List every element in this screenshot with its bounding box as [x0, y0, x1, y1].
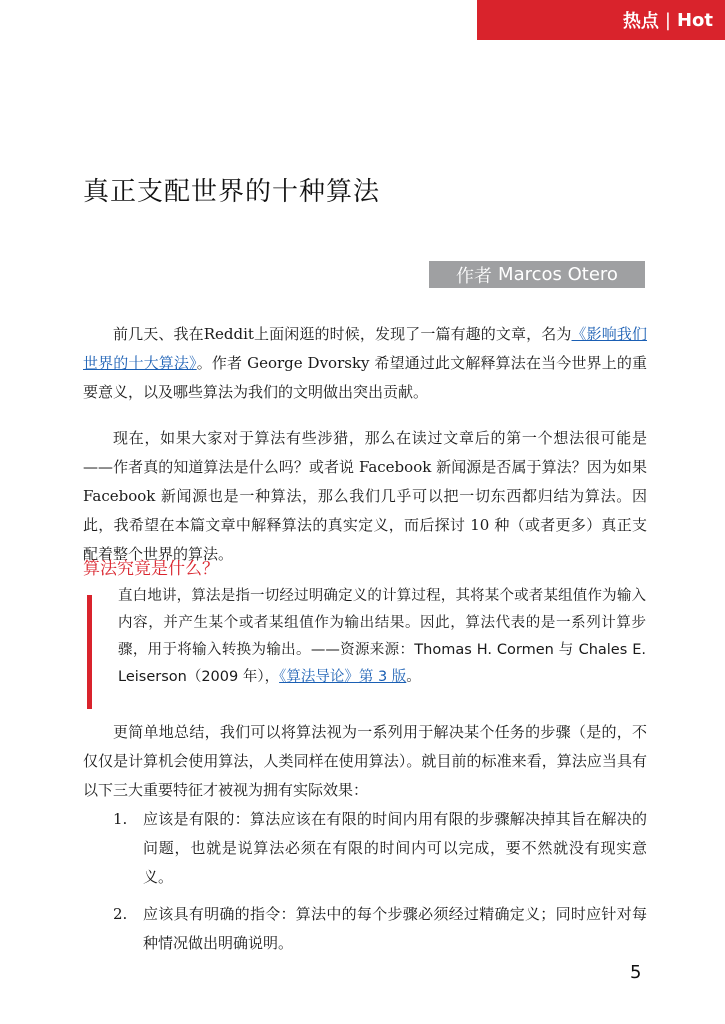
quote-bar	[87, 595, 92, 709]
article-link[interactable]: 《影响我们世界的十大算法》	[83, 325, 647, 372]
page-number: 5	[630, 962, 642, 983]
section-tab	[477, 0, 725, 40]
quote-end: 。	[406, 669, 421, 685]
section-heading: 算法究竟是什么？	[83, 559, 219, 579]
list-item-text: 应该是有限的：算法应该在有限的时间内用有限的步骤解决掉其旨在解决的问题，也就是说算法必须在有限的时间内可以完成，要不然就没有现实意义。	[143, 810, 647, 886]
intro-text-before: 前几天、我在Reddit上面闲逛的时候，发现了一篇有趣的文章，名为	[113, 325, 572, 343]
list-item	[113, 805, 647, 892]
author-label: 作者	[456, 265, 493, 287]
second-paragraph: 现在，如果大家对于算法有些涉猎，那么在读过文章后的第一个想法很可能是——作者真的知道算法是什么吗？或者说 Facebook 新闻源是否属于算法？因为如果 Facebook 新闻源也是一种算法，那么我们几乎可以把一切东西都归结为算法。因此，我希望在本篇文章中解释算法的真实定义，而后探讨 10 种（或者更多）真正支配着整个世界的算法。	[83, 429, 647, 563]
definition-quote	[118, 583, 646, 691]
intro-text-after: 。作者 George Dvorsky 希望通过此文解释算法在当今世界上的重要意义，以及哪些算法为我们的文明做出突出贡献。	[83, 354, 647, 401]
section-separator: |	[664, 9, 671, 31]
author-name: Marcos Otero	[498, 264, 618, 285]
book-link[interactable]: 《算法导论》第 3 版	[279, 669, 407, 685]
summary-paragraph: 更简单地总结，我们可以将算法视为一系列用于解决某个任务的步骤（是的，不仅仅是计算机会使用算法，人类同样在使用算法）。就目前的标准来看，算法应当具有以下三大重要特征才被视为拥有实际效果：	[83, 723, 647, 799]
intro-paragraph	[83, 320, 647, 407]
list-item-text: 应该具有明确的指令：算法中的每个步骤必须经过精确定义；同时应针对每种情况做出明确说明。	[143, 905, 647, 952]
article-title: 真正支配世界的十种算法	[83, 177, 381, 207]
list-item-number: 2.	[113, 905, 128, 923]
features-list	[113, 805, 647, 966]
quote-text: 直白地讲，算法是指一切经过明确定义的计算过程，其将某个或者某组值作为输入内容，并产生某个或者某组值作为输出结果。因此，算法代表的是一系列计算步骤，用于将输入转换为输出。——资源来源：Thomas H. Cormen 与 Chales E. Leiserson（2009 年），	[118, 588, 646, 685]
section-label-en: Hot	[676, 9, 713, 31]
list-item	[113, 900, 647, 958]
author-banner	[429, 261, 645, 288]
list-item-number: 1.	[113, 810, 128, 828]
section-label-cn: 热点	[622, 11, 659, 32]
